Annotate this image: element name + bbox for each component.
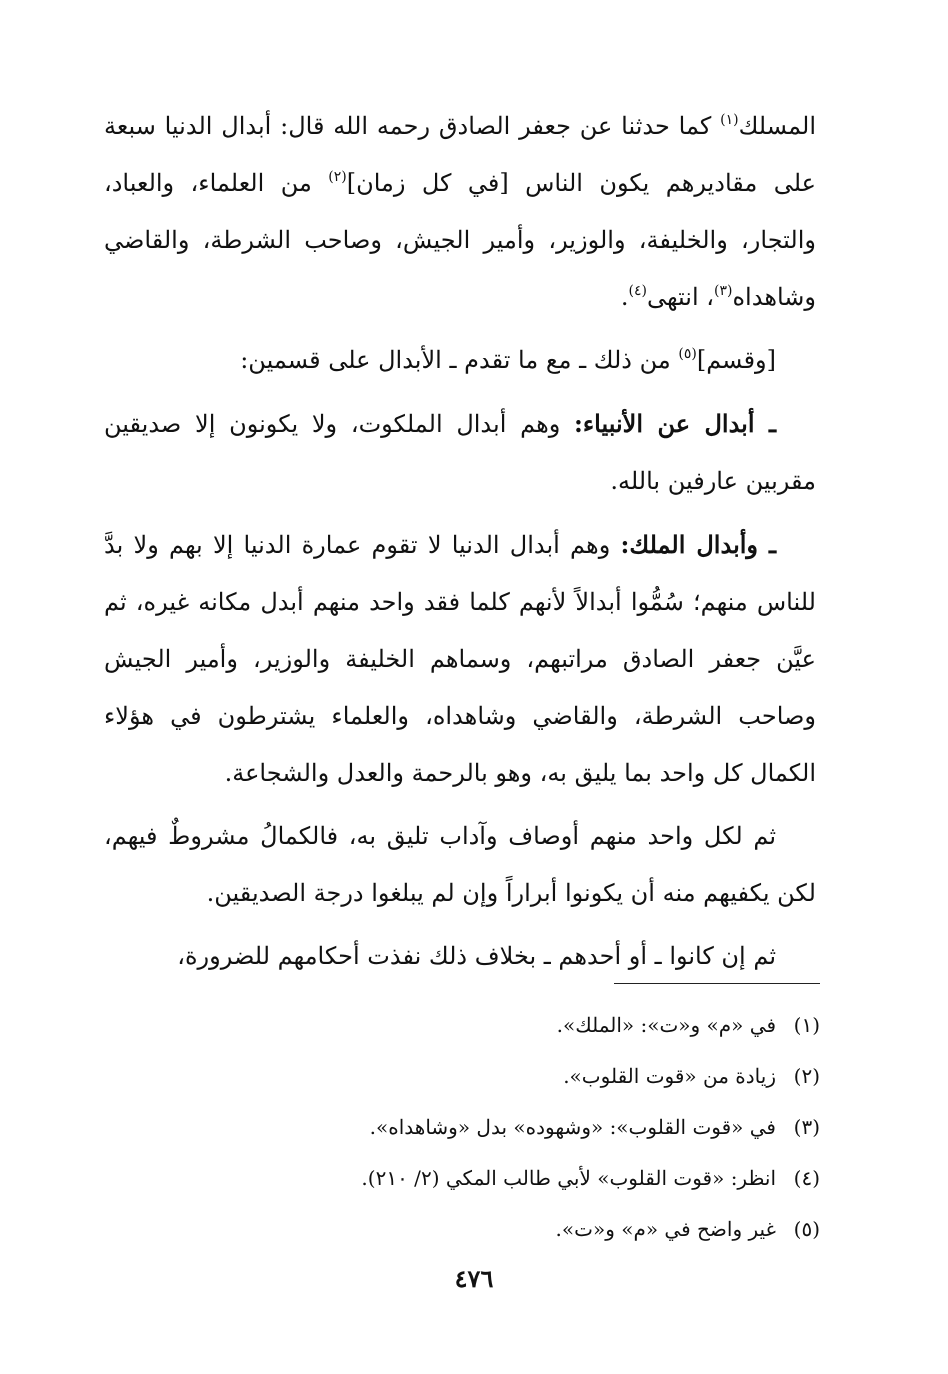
- paragraph-1-text-d: ، انتهى: [646, 283, 715, 311]
- paragraph-2-text-b: من ذلك ـ مع ما تقدم ـ الأبدال على قسمين:: [240, 346, 679, 374]
- footnote-2: [108, 1051, 820, 1102]
- paragraph-2: [104, 332, 816, 389]
- footnote-1: [108, 1000, 820, 1051]
- footnote-ref-3: (٣): [714, 283, 733, 299]
- footnote-4: [108, 1153, 820, 1204]
- term-kingdom-substitutes: ـ وأبدال الملك:: [620, 530, 776, 559]
- footnote-text: انظر: «قوت القلوب» لأبي طالب المكي (٢/ ٢١٠).: [361, 1166, 776, 1190]
- footnote-text: زيادة من «قوت القلوب».: [563, 1064, 776, 1088]
- paragraph-6: ثم إن كانوا ـ أو أحدهم ـ بخلاف ذلك نفذت أحكامهم للضرورة،: [177, 942, 776, 970]
- main-text: [104, 98, 816, 985]
- page-number: ٤٧٦: [454, 1264, 494, 1293]
- paragraph-4-text: وهم أبدال الدنيا لا تقوم عمارة الدنيا إلا بهم ولا بدَّ للناس منهم؛ سُمُّوا أبدالاً لأنهم كلما فقد واحد منهم أبدل مكانه غيره، ثم عيَّن جعفر الصادق مراتبهم، وسماهم الخليفة والوزير، وأمير الجيش وصاحب الشرطة، والقاضي وشاهداه، والعلماء يشترطون في هؤلاء الكمال كل واحد بما يليق به، وهو بالرحمة والعدل والشجاعة.: [104, 531, 816, 787]
- paragraph-5: ثم لكل واحد منهم أوصاف وآداب تليق به، فالكمالُ مشروطٌ فيهم، لكن يكفيهم منه أن يكونوا أبراراً وإن لم يبلغوا درجة الصديقين.: [104, 822, 816, 907]
- footnote-number: (٢): [793, 1064, 820, 1088]
- paragraph-3: [104, 395, 816, 510]
- paragraph-1: [104, 98, 816, 326]
- paragraph-1-text-b: كما حدثنا عن جعفر الصادق رحمه الله قال: أبدال الدنيا سبعة على مقاديرهم يكون الناس [في كل زمان]: [104, 112, 816, 197]
- paragraph-1-text-c: من العلماء، والعباد، والتجار، والخليفة، والوزير، وأمير الجيش، وصاحب الشرطة، والقاضي وشاهداه: [104, 169, 816, 311]
- footnote-5: [108, 1204, 820, 1255]
- footnote-text: في «قوت القلوب»: «وشهوده» بدل «وشاهداه».: [369, 1115, 776, 1139]
- footnote-separator: [614, 983, 820, 984]
- footnote-text: غير واضح في «م» و«ت».: [555, 1217, 776, 1241]
- term-prophets-substitutes: ـ أبدال عن الأنبياء:: [574, 409, 776, 438]
- footnote-ref-4: (٤): [628, 283, 647, 299]
- footnote-number: (٤): [793, 1166, 820, 1190]
- footnote-number: (٣): [793, 1115, 820, 1139]
- paragraph-2-text-a: [وقسم]: [696, 346, 776, 374]
- footnotes: [108, 1000, 820, 1255]
- paragraph-1-text-a: المسلك: [738, 112, 816, 140]
- footnote-text: في «م» و«ت»: «الملك».: [556, 1013, 776, 1037]
- paragraph-4: [104, 516, 816, 802]
- footnote-ref-2: (٢): [328, 169, 347, 185]
- footnote-number: (١): [793, 1013, 820, 1037]
- footnote-number: (٥): [793, 1217, 820, 1241]
- footnote-ref-1: (١): [720, 112, 739, 128]
- footnote-ref-5: (٥): [678, 346, 697, 362]
- footnote-3: [108, 1102, 820, 1153]
- paragraph-1-text-e: .: [620, 283, 629, 311]
- paragraph-3-text: وهم أبدال الملكوت، ولا يكونون إلا صديقين مقربين عارفين بالله.: [104, 410, 816, 495]
